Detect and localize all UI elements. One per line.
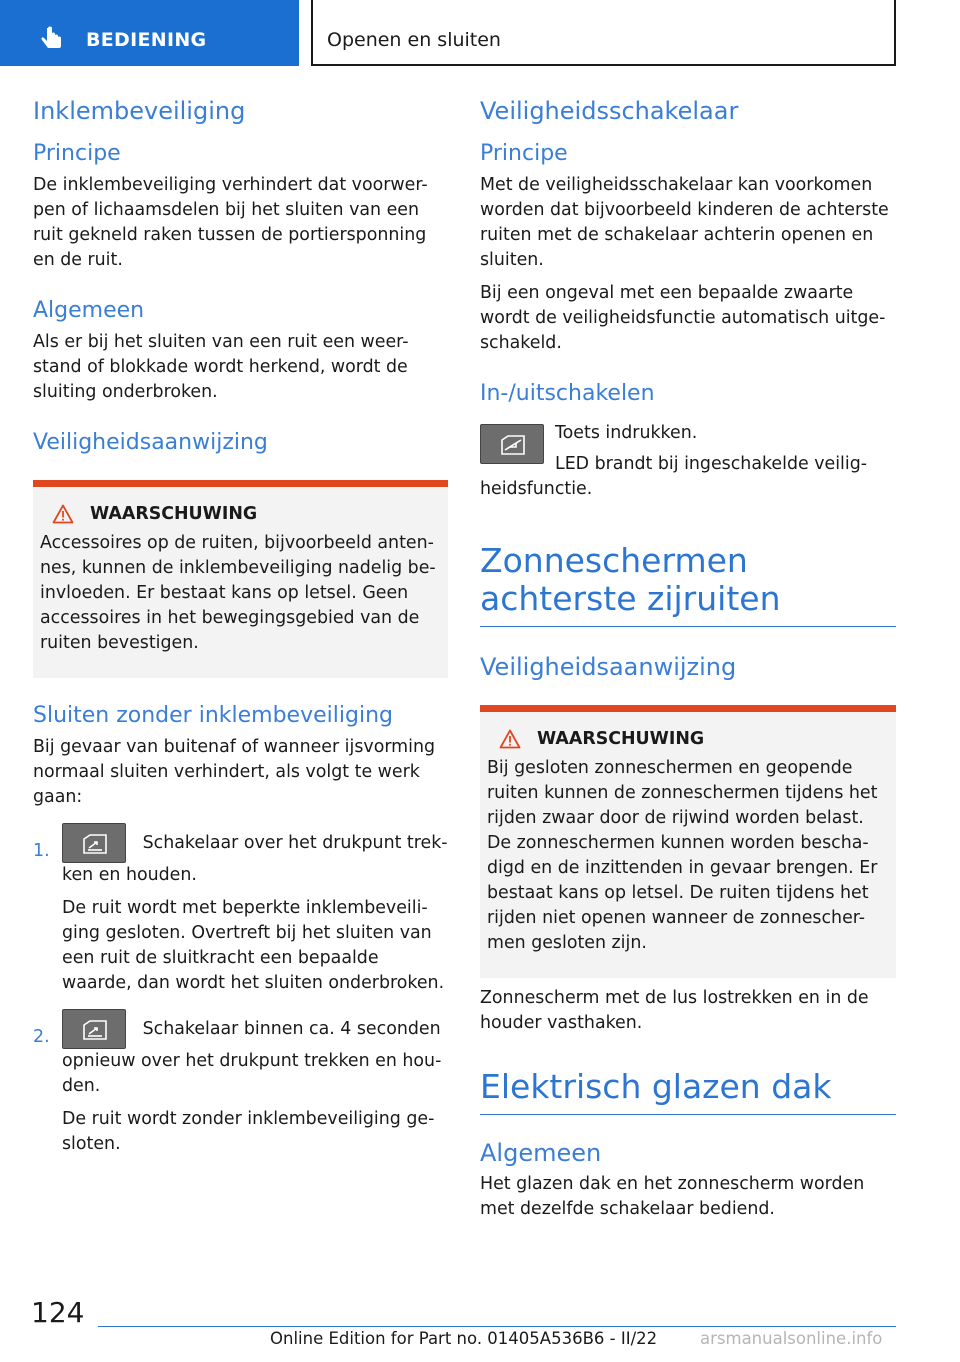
heading-algemeen: Algemeen	[480, 1139, 602, 1167]
heading-inklembeveiliging: Inklembeveiliging	[33, 97, 246, 125]
step-2	[33, 1009, 448, 1157]
warning-box	[33, 480, 448, 678]
footer-watermark: arsmanualsonline.info	[700, 1329, 883, 1348]
step-sub-text: De ruit wordt met beperkte inklembeveili-ging gesloten. Overtreft bij het sluiten van een ruit de sluitkracht een bepaalde waarde, dan wordt het sluiten onderbroken.	[62, 898, 445, 993]
section-title: BEDIENING	[86, 29, 207, 51]
step-text: Schakelaar binnen ca. 4 seconden opnieuw over het drukpunt trekken en hou-den.	[62, 1019, 442, 1096]
warning-text: Accessoires op de ruiten, bijvoorbeeld anten-nes, kunnen de inklembeveiliging nadelig be-invloeden. Er bestaat kans op letsel. Geen accessoires in het bewegingsgebied van de ruiten bevestigen.	[40, 533, 436, 653]
window-switch-icon	[81, 833, 109, 855]
warning-title-text: WAARSCHUWING	[90, 504, 258, 524]
chapter-title: Openen en sluiten	[327, 29, 501, 51]
section-tab	[0, 0, 299, 66]
heading-veiligheidsaanwijzing: Veiligheidsaanwijzing	[480, 653, 737, 681]
zonnescherm-text: Zonnescherm met de lus lostrekken en in de houder vasthaken.	[480, 988, 869, 1033]
heading-veiligheidsaanwijzing: Veiligheidsaanwijzing	[33, 430, 268, 455]
left-column	[33, 96, 448, 1157]
principe-text-2: Bij een ongeval met een bepaalde zwaarte wordt de veiligheidsfunctie automatisch uitge-schakeld.	[480, 283, 886, 353]
chapter-tab	[311, 0, 896, 66]
principe-text: De inklembeveiliging verhindert dat voorwer-pen of lichaamsdelen bij het sluiten van een ruit gekneld raken tussen de portiersponning en de ruit.	[33, 175, 428, 270]
safety-switch-button	[480, 424, 544, 464]
warning-text: Bij gesloten zonneschermen en geopende ruiten kunnen de zonneschermen tijdens het rijden zwaar door de rijwind worden belast. De zonneschermen kunnen worden bescha-digd en de inzittenden in gevaar brengen. Er bestaat kans op letsel. De ruiten tijdens het rijden niet openen wanneer de zonnescher-men gesloten zijn.	[487, 758, 878, 953]
heading-veiligheidsschakelaar: Veiligheidsschakelaar	[480, 97, 739, 125]
warning-triangle-icon	[52, 504, 74, 524]
step-number: 2.	[33, 1027, 50, 1047]
heading-algemeen: Algemeen	[33, 298, 145, 323]
heading-sluiten-zonder: Sluiten zonder inklembeveiliging	[33, 703, 393, 728]
right-column	[480, 96, 896, 1222]
sluiten-text: Bij gevaar van buitenaf of wanneer ijsvorming normaal sluiten verhindert, als volgt te werk gaan:	[33, 737, 436, 807]
step-number: 1.	[33, 841, 50, 861]
window-switch-button	[62, 823, 126, 863]
hand-pointer-icon	[38, 26, 66, 54]
toets-text: Toets indrukken.	[555, 423, 698, 443]
step-text: Schakelaar over het drukpunt trek-ken en houden.	[62, 833, 448, 885]
algemeen-text: Als er bij het sluiten van een ruit een weer-stand of blokkade wordt herkend, wordt de sluiting onderbroken.	[33, 332, 409, 402]
footer-edition: Online Edition for Part no. 01405A536B6 - II/22	[270, 1329, 658, 1348]
window-switch-icon	[81, 1019, 109, 1041]
warning-title	[487, 726, 889, 752]
heading-zonneschermen: Zonneschermen achterste zijruiten	[480, 542, 896, 627]
warning-title-text: WAARSCHUWING	[537, 729, 705, 749]
heading-principe: Principe	[480, 141, 568, 166]
warning-title	[40, 501, 441, 527]
safety-switch-icon	[499, 434, 527, 456]
heading-in-uitschakelen: In-/uitschakelen	[480, 381, 655, 406]
page-number: 124	[31, 1296, 85, 1329]
dak-text: Het glazen dak en het zonnescherm worden met dezelfde schakelaar bediend.	[480, 1174, 865, 1219]
heading-elektrisch-glazen-dak: Elektrisch glazen dak	[480, 1068, 896, 1115]
window-switch-button	[62, 1009, 126, 1049]
heading-principe: Principe	[33, 141, 121, 166]
step-sub-text: De ruit wordt zonder inklembeveiliging ge-sloten.	[62, 1109, 435, 1154]
footer-rule	[98, 1326, 896, 1327]
warning-box	[480, 705, 896, 978]
warning-triangle-icon	[499, 729, 521, 749]
led-text: LED brandt bij ingeschakelde veilig-heidsfunctie.	[480, 454, 868, 499]
principe-text-1: Met de veiligheidsschakelaar kan voorkomen worden dat bijvoorbeeld kinderen de achterste ruiten met de schakelaar achterin openen en sluiten.	[480, 175, 889, 270]
safety-switch-block	[480, 421, 896, 502]
step-1	[33, 823, 448, 996]
